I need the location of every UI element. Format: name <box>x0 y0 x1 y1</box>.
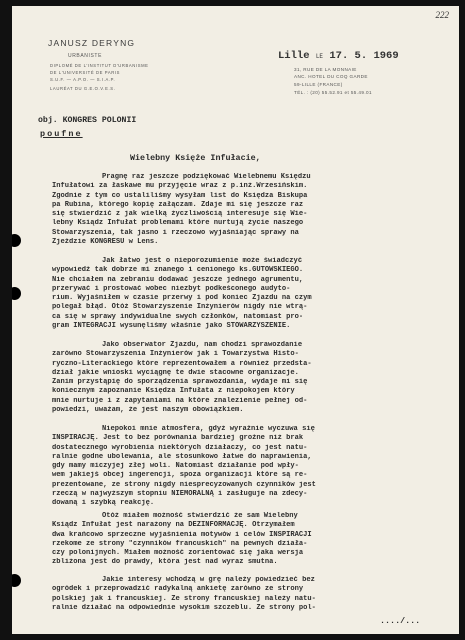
text-line: polegał błąd. Otóż Stowarzyszenie Inżynierów nigdy nie wtrą- <box>52 303 308 312</box>
text-line: rzeczą w najwyższym stopniu NIEMORALNĄ i zasługuje na zdecy- <box>52 490 308 499</box>
subject-line: obj. KONGRES POLONII <box>38 116 137 125</box>
address-line: TÉL. : (20) 55.52.91 et 55.49.01 <box>294 90 372 95</box>
text-line: koniecznym zapoznanie Księdza Infułata z niepokojem który <box>52 387 295 396</box>
text-line: Niepokoi mnie atmosfera, gdyż wyraźnie wyczuwa się <box>102 425 315 433</box>
text-line: czy polonijnych. Miałem możność zorientować się jaka wersja <box>52 549 304 558</box>
text-line: Ksiądz Infułat jest narażony na DEZINFORMACJĘ. Otrzymałem <box>52 521 295 530</box>
text-line: Zgodnie z tym co ustaliliśmy wysyłam list do Księdza Biskupa <box>52 191 308 200</box>
text-line: powiedzi, uważam, że jest naszym obowiązkiem. <box>52 406 244 415</box>
text-line: pa Rubina, którego kopię załączam. Zdaje mi się jeszcze raz <box>52 200 304 209</box>
place-date <box>278 50 399 62</box>
letter-page <box>12 6 459 634</box>
salutation: Wielebny Księże Infułacie, <box>130 153 261 163</box>
le-label: LE <box>315 53 324 60</box>
text-line: Pragnę raz jeszcze podziękować Wielebnemu Księdzu <box>102 173 311 181</box>
folio-number: 222 <box>435 10 449 20</box>
text-line: INSPIRACJĘ. Jest to bez porównania bardziej groźne niż brak <box>52 434 304 443</box>
text-line: Jako obserwator Zjazdu, nam chodzi sprawozdanie <box>102 341 303 349</box>
text-line: Nie chciałem na zebraniu dodawać jeszcze jednego agrumentu, <box>52 275 304 284</box>
paragraph-3 <box>52 341 444 415</box>
text-line: Jakie interesy wchodzą w grę należy powiedzieć bez <box>102 576 315 584</box>
letterhead-line: DIPLOMÉ DE L'INSTITUT D'URBANISME <box>50 63 149 68</box>
paragraph-5 <box>52 512 444 568</box>
text-line: prezentowane, ze strony nigdy niesprecyzowanych czynników jest <box>52 480 316 489</box>
address-line: 31, RUE DE LA MONNAIE <box>294 67 357 72</box>
city: Lille <box>278 50 310 62</box>
text-line: wem jakiejś obcej ingerencji, spoza organizacji które są re- <box>52 471 308 480</box>
text-line: ogródek i przeprowadzić radykalną ankietę zarówno ze strony <box>52 585 304 594</box>
text-line: Stowarzyszenia, tak jasno i rzeczowo wyjaśniając sprawy na <box>52 228 299 237</box>
confidential-mark: poufne <box>40 129 83 139</box>
text-line: Zanim przystąpię do sporządzenia sprawozdania, wydaje mi się <box>52 378 308 387</box>
text-line: ralnie działać na odpowiednie wysokim szczeblu. Ze strony pol- <box>52 603 316 612</box>
letterhead-line: S.U.F. — A.P.O. — S.I.A.P. <box>50 77 116 82</box>
punch-hole <box>12 287 21 300</box>
letter-date: 17. 5. 1969 <box>329 50 399 62</box>
text-line: ralnie godne ubolewania, ale stosunkowo łatwe do naprawienia, <box>52 452 312 461</box>
text-line: dostatecznego wyrobienia niektórych działaczy, co jest natu- <box>52 443 308 452</box>
text-line: rzekome ze strony "czynników francuskich" na pewnych działa- <box>52 539 308 548</box>
address-line: 59-LILLE (FRANCE) <box>294 82 343 87</box>
paragraph-2 <box>52 257 444 331</box>
paragraph-4 <box>52 425 444 509</box>
punch-hole <box>12 234 21 247</box>
text-line: rium. Wyjaśniłem w czasie przerwy i pod koniec Zjazdu na czym <box>52 294 312 303</box>
address-line: ANC. HOTEL DU COQ GARDE <box>294 74 368 79</box>
text-line: dwa krańcowo sprzeczne wyjaśnienia motywów i celów INSPIRACJI <box>52 530 312 539</box>
text-line: lebny Ksiądz Infułat problemami które nurtują życie naszego <box>52 219 304 228</box>
text-line: dział jakie wnioski wyciągnę te dwie stacowne organizacje. <box>52 368 299 377</box>
letterhead-name: JANUSZ DERYNG <box>48 38 136 48</box>
text-line: Otóż miałem możność stwierdzić że sam Wielebny <box>102 512 298 520</box>
text-line: się stwierdzić z jak wielką życzliwością interesuje się Wie- <box>52 210 308 219</box>
text-line: ryczno-Literackiego które reprezentowałem a również przedsta- <box>52 359 312 368</box>
text-line: wypowiedź tak dobrze mi znanego i cenionego ks.GUTOWSKIEGO. <box>52 266 304 275</box>
paragraph-1 <box>52 173 444 247</box>
text-line: polskiej jak i francuskiej. Ze strony francuskiej należy natu- <box>52 594 316 603</box>
text-line: ca się w sprawy indywidualne swych członków, natomiast pro- <box>52 312 304 321</box>
text-line: zbliżona jest do prawdy, która jest nad wyraz smutna. <box>52 558 278 567</box>
punch-hole <box>12 574 21 587</box>
text-line: Jak łatwo jest o nieporozumienie może świadczyć <box>102 257 303 265</box>
text-line: dowaną i szybką reakcję. <box>52 499 155 508</box>
text-line: Zjeździe KONGRESU w Lens. <box>52 238 159 247</box>
text-line: gram INTEGRACJI wysunęliśmy właśnie jako STOWARZYSZENIE. <box>52 322 291 331</box>
text-line: przerywać i prostować wobec niezbyt podkeśconego audyto- <box>52 284 291 293</box>
text-line: zarówno Stowarzyszenia Inżynierów jak i Towarzystwa Histo- <box>52 350 299 359</box>
paragraph-6 <box>52 576 444 613</box>
text-line: gdy mamy miczyjej złej woli. Natomiast działanie pod wpły- <box>52 462 299 471</box>
letterhead-line: DE L'UNIVERSITÉ DE PARIS <box>50 70 121 75</box>
continuation-mark: ..../... <box>380 616 421 626</box>
text-line: Infułatowi za łaskawe mu przyjęcie wraz z p.inż.Wrzesińskim. <box>52 182 308 191</box>
letterhead-title: URBANISTE <box>68 53 103 59</box>
letterhead-line: LAURÉAT DU G.E.O.V.E.S. <box>50 86 116 91</box>
text-line: mnie nurtuje i z zapytaniami na które znalezienie pełnej od- <box>52 396 308 405</box>
